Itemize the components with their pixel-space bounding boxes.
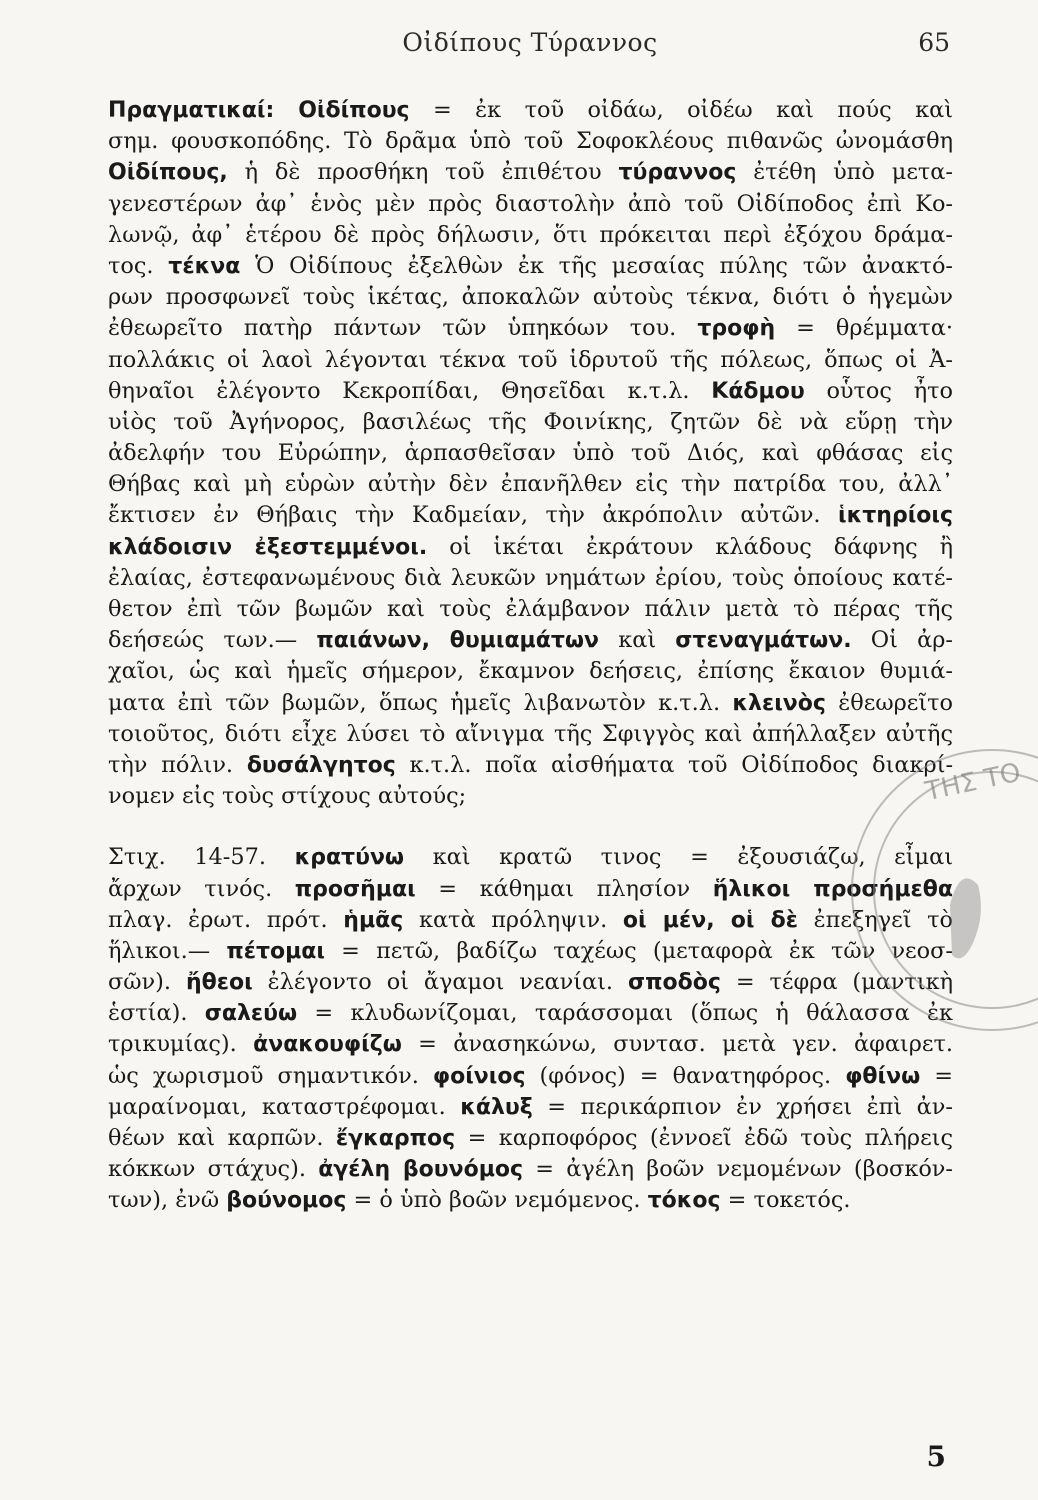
text-line	[108, 313, 953, 344]
lemma: προσῆμαι	[294, 876, 416, 902]
running-header	[110, 28, 950, 68]
gloss: ἐπεξηγεῖ τὸ	[797, 906, 953, 933]
text-line	[108, 688, 953, 719]
text-line	[108, 1154, 953, 1185]
gloss: μαραίνομαι, καταστρέφομαι.	[108, 1093, 461, 1120]
lemma: ἤθεοι	[185, 970, 253, 996]
lemma: παιάνων, θυμιαμάτων	[316, 628, 600, 654]
gloss: υἱὸς τοῦ Ἀγήνορος, βασιλέως τῆς Φοινίκης, ζητῶν δὲ νὰ εὕρῃ τὴν	[108, 408, 953, 435]
text-line	[108, 936, 953, 967]
text-line	[108, 345, 953, 376]
gloss: δεήσεώς των.—	[108, 627, 317, 654]
text-line	[108, 594, 953, 625]
text-line	[108, 563, 953, 594]
gloss: = κλυδωνίζομαι, ταράσσομαι (ὅπως ἡ θάλασσα ἐκ	[297, 1000, 953, 1027]
text-line	[108, 126, 953, 157]
gloss: Θήβας καὶ μὴ εὑρὼν αὐτὴν δὲν ἐπανῆλθεν εἰς τὴν πατρίδα του, ἀλλ᾽	[108, 471, 953, 498]
gloss: ἐλαίας, ἐστεφανωμένους διὰ λευκῶν νημάτων ἐρίου, τοὺς ὁποίους κατέ-	[108, 564, 953, 591]
gloss: κ.τ.λ. ποῖα αἰσθήματα τοῦ Οἰδίποδος διακρί-	[395, 751, 953, 778]
text-line	[108, 469, 953, 500]
gloss: ἐλέγοντο οἱ ἄγαμοι νεανίαι.	[252, 969, 628, 996]
lemma: κάλυξ	[460, 1094, 533, 1120]
gloss: θετον ἐπὶ τῶν βωμῶν καὶ τοὺς ἐλάμβανον πάλιν μετὰ τὸ πέρας τῆς	[108, 596, 953, 622]
text-line	[108, 376, 953, 407]
gloss: ὡς χωρισμοῦ σημαντικόν.	[108, 1062, 433, 1089]
stamp-text: ΤΗΣ ΤΟ	[922, 757, 1024, 808]
text-line	[108, 998, 953, 1029]
body-text	[108, 95, 953, 1217]
text-line	[108, 905, 953, 936]
lemma: στεναγμάτων.	[675, 628, 852, 654]
lemma: σποδὸς	[627, 970, 721, 996]
gloss: πλαγ. ἐρωτ. πρότ.	[108, 906, 344, 933]
lemma: τροφὴ	[697, 316, 776, 342]
paragraph-gap	[108, 812, 953, 842]
text-line	[108, 781, 953, 812]
gloss: = τοκετός.	[720, 1187, 851, 1214]
gloss: θηναῖοι ἐλέγοντο Κεκροπίδαι, Θησεῖδαι κ.τ.λ.	[108, 377, 712, 404]
text-line	[108, 1185, 953, 1216]
gloss: οὗτος ἦτο	[804, 377, 953, 404]
text-line	[108, 407, 953, 438]
text-line	[108, 532, 953, 563]
lemma: ἥλικοι προσήμεθα	[712, 876, 953, 902]
lemma: κλάδοισιν ἐξεστεμμένοι.	[108, 534, 428, 560]
gloss: = τέφρα (μαντικὴ	[720, 969, 953, 996]
gloss: ἄρχων τινός.	[108, 875, 295, 902]
gloss: = ἀνασηκώνω, συντασ. μετὰ γεν. ἀφαιρετ.	[401, 1031, 953, 1058]
lemma: κρατύνω	[294, 845, 405, 871]
gloss: ἐτέθη ὑπὸ μετα-	[736, 159, 953, 186]
gloss: ἥλικοι.—	[108, 937, 227, 964]
lemma: πέτομαι	[226, 938, 325, 964]
paragraph	[108, 95, 953, 812]
lemma: Κάδμου	[711, 378, 805, 404]
gloss: Στιχ. 14-57.	[108, 844, 295, 871]
lemma: Πραγματικαί: Οἰδίπους	[108, 98, 410, 123]
gloss: = θρέμματα·	[775, 315, 953, 342]
text-line	[108, 719, 953, 750]
gloss: Ὁ Οἰδίπους ἐξελθὼν ἐκ τῆς μεσαίας πύλης τῶν ἀνακτό-	[240, 252, 953, 279]
lemma: φοίνιος	[432, 1063, 526, 1089]
lemma: βούνομος	[226, 1188, 347, 1214]
gloss: ἔκτισεν ἐν Θήβαις τὴν Καδμείαν, τὴν ἀκρόπολιν αὐτῶν.	[108, 502, 839, 529]
lemma: ἡμᾶς	[343, 907, 404, 933]
gloss: = ἀγέλη βοῶν νεμομένων (βοσκόν-	[523, 1156, 953, 1183]
lemma: φθίνω	[845, 1063, 921, 1089]
gloss: χαῖοι, ὡς καὶ ἡμεῖς σήμερον, ἔκαμνον δεήσεις, ἐπίσης ἔκαιον θυμιά-	[108, 658, 953, 685]
text-line	[108, 282, 953, 313]
text-line	[108, 842, 953, 873]
text-line	[108, 1092, 953, 1123]
gloss: τρικυμίας).	[108, 1031, 254, 1058]
gloss: θέων καὶ καρπῶν.	[108, 1125, 336, 1151]
gloss: σημ. φουσκοπόδης. Τὸ δρᾶμα ὑπὸ τοῦ Σοφοκλέους πιθανῶς ὠνομάσθη	[108, 128, 953, 155]
gloss: τος.	[108, 252, 169, 279]
gloss: νομεν εἰς τοὺς στίχους αὐτούς;	[108, 783, 467, 810]
gloss: λωνῷ, ἀφ᾽ ἑτέρου δὲ πρὸς δήλωσιν, ὅτι πρόκειται περὶ ἐξόχου δράμα-	[108, 221, 953, 248]
text-line	[108, 874, 953, 905]
gloss: γενεστέρων ἀφ᾽ ἑνὸς μὲν πρὸς διαστολὴν ἀπὸ τοῦ Οἰδίποδος ἐπὶ Κο-	[108, 190, 953, 217]
text-line	[108, 220, 953, 251]
lemma: δυσάλγητος	[246, 752, 396, 778]
text-line	[108, 625, 953, 656]
gloss: ἐθεωρεῖτο	[825, 689, 953, 716]
lemma: τέκνα	[168, 253, 241, 279]
gloss: ρων προσφωνεῖ τοὺς ἱκέτας, ἀποκαλῶν αὐτοὺς τέκνα, διότι ὁ ἡγεμὼν	[108, 284, 953, 311]
gloss: = καρποφόρος (ἐννοεῖ ἐδῶ τοὺς πλήρεις	[455, 1125, 953, 1151]
text-line	[108, 189, 953, 220]
lemma: ἔγκαρπος	[335, 1126, 456, 1151]
gloss: = περικάρπιον ἐν χρήσει ἐπὶ ἀν-	[532, 1093, 953, 1120]
lemma: τύραννος	[618, 160, 737, 186]
text-line	[108, 1061, 953, 1092]
gloss: πολλάκις οἱ λαοὶ λέγονται τέκνα τοῦ ἱδρυτοῦ τῆς πόλεως, ὅπως οἱ Ἀ-	[108, 346, 953, 373]
gloss: κατὰ πρόληψιν.	[403, 906, 623, 933]
lemma: ἀνακουφίζω	[253, 1032, 402, 1058]
running-title: Οἰδίπους Τύραννος	[402, 28, 658, 57]
lemma: ἀγέλη βουνόμος	[318, 1157, 524, 1183]
gloss: ἀδελφήν του Εὐρώπην, ἁρπασθεῖσαν ὑπὸ τοῦ Διός, καὶ φθάσας εἰς	[108, 440, 953, 467]
paragraph	[108, 842, 953, 1216]
gloss: καὶ	[599, 627, 676, 654]
gloss: ματα ἐπὶ τῶν βωμῶν, ὅπως ἡμεῖς λιβανωτὸν κ.τ.λ.	[108, 689, 733, 716]
text-line	[108, 750, 953, 781]
gloss: Οἱ ἀρ-	[851, 627, 953, 654]
gloss: οἱ ἱκέται ἐκράτουν κλάδους δάφνης ἢ	[427, 533, 953, 560]
gloss: ἑστία).	[108, 1000, 205, 1027]
gloss: (φόνος) = θανατηφόρος.	[525, 1062, 846, 1089]
lemma: σαλεύω	[204, 1001, 298, 1027]
gloss: =	[920, 1062, 953, 1089]
lemma: οἱ μέν, οἱ δὲ	[622, 907, 798, 933]
text-line	[108, 1123, 953, 1154]
signature-mark: 5	[926, 1440, 946, 1473]
text-line	[108, 1029, 953, 1060]
text-line	[108, 157, 953, 188]
gloss: = ὁ ὑπὸ βοῶν νεμόμενος.	[346, 1187, 648, 1214]
gloss: σῶν).	[108, 969, 186, 996]
gloss: ἐθεωρεῖτο πατὴρ πάντων τῶν ὑπηκόων του.	[108, 315, 698, 342]
gloss: κόκκων στάχυς).	[108, 1156, 319, 1183]
gloss: = πετῶ, βαδίζω ταχέως (μεταφορὰ ἐκ τῶν νεοσ-	[325, 937, 953, 964]
gloss: καὶ κρατῶ τινος = ἐξουσιάζω, εἶμαι	[404, 844, 953, 871]
gloss: τοιοῦτος, διότι εἶχε λύσει τὸ αἴνιγμα τῆς Σφιγγὸς καὶ ἀπήλλαξεν αὐτῆς	[108, 720, 953, 747]
text-line	[108, 967, 953, 998]
text-line	[108, 500, 953, 531]
page-number: 65	[918, 28, 950, 57]
gloss: = ἐκ τοῦ οἰδάω, οἰδέω καὶ πούς καὶ	[409, 97, 953, 123]
lemma: τόκος	[647, 1188, 721, 1214]
gloss: = κάθημαι πλησίον	[415, 875, 713, 902]
lemma: κλεινὸς	[732, 690, 826, 716]
text-line	[108, 656, 953, 687]
text-line	[108, 438, 953, 469]
lemma: ἱκτηρίοις	[838, 503, 953, 529]
gloss: ἡ δὲ προσθήκη τοῦ ἐπιθέτου	[227, 159, 619, 186]
lemma: Οἰδίπους,	[108, 160, 228, 186]
gloss: τὴν πόλιν.	[108, 751, 247, 778]
text-line	[108, 95, 953, 126]
gloss: των), ἐνῶ	[108, 1187, 227, 1214]
text-line	[108, 251, 953, 282]
